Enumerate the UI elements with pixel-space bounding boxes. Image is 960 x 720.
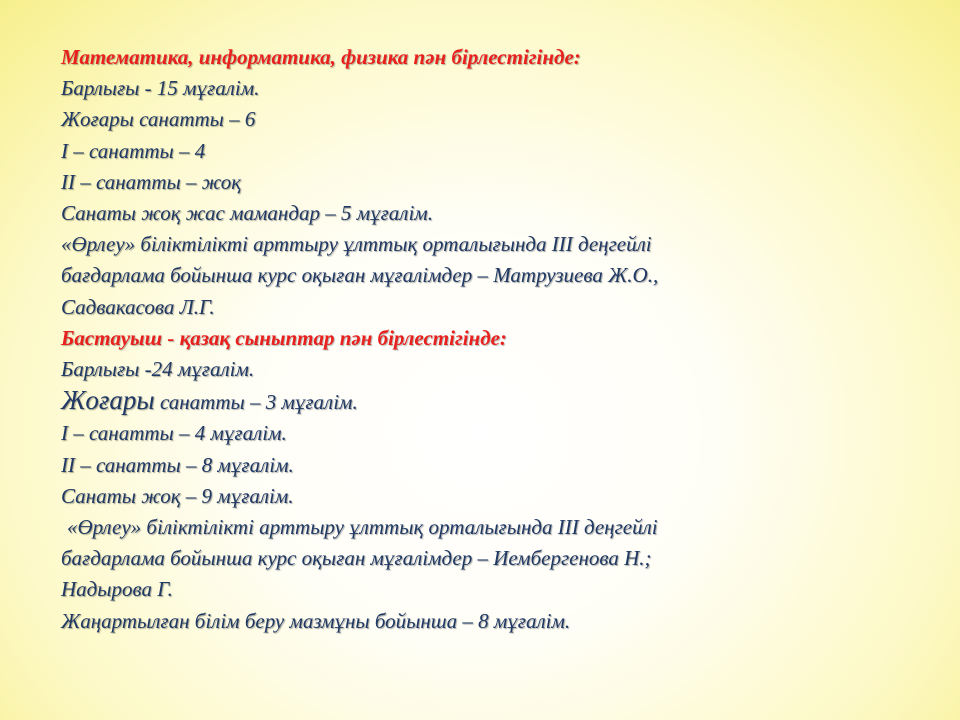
math-higher-category: Жоғары санатты – 6	[61, 107, 256, 132]
primary-higher-category-word: Жоғары	[61, 385, 155, 416]
math-orleu-course-line-2: бағдарлама бойынша курс оқыған мұғалімдер – Матрузиева Ж.О.,	[61, 263, 659, 288]
primary-first-category: І – санатты – 4 мұғалім.	[61, 421, 287, 446]
updated-content-teachers: Жаңартылған білім беру мазмұны бойынша – 8 мұғалім.	[61, 608, 571, 633]
math-total-teachers: Барлығы - 15 мұғалім.	[61, 76, 260, 101]
primary-no-category: Санаты жоқ – 9 мұғалім.	[61, 483, 294, 508]
primary-higher-category-rest: санатты – 3 мұғалім.	[154, 390, 358, 415]
primary-orleu-course-line-3: Надырова Г.	[61, 577, 173, 602]
primary-orleu-course-line-1-text: «Өрлеу» біліктілікті арттыру ұлттық орталығында ІІІ деңгейлі	[67, 515, 658, 540]
primary-higher-category	[61, 385, 941, 418]
math-no-category: Санаты жоқ жас мамандар – 5 мұғалім.	[61, 201, 433, 226]
primary-orleu-course-line-1	[61, 512, 941, 543]
section-heading-math: Математика, информатика, физика пән бірлестігінде:	[61, 45, 581, 69]
math-orleu-course-line-1: «Өрлеу» біліктілікті арттыру ұлттық орталығында ІІІ деңгейлі	[61, 232, 652, 257]
section-heading-primary: Бастауыш - қазақ сыныптар пән бірлестігінде:	[61, 325, 507, 350]
primary-second-category: ІІ – санатты – 8 мұғалім.	[61, 452, 294, 477]
math-second-category: ІІ – санатты – жоқ	[61, 169, 242, 194]
slide-text-block	[61, 42, 941, 637]
math-first-category: І – санатты – 4	[61, 138, 206, 163]
primary-total-teachers: Барлығы -24 мұғалім.	[61, 357, 255, 382]
primary-orleu-course-line-2: бағдарлама бойынша курс оқыған мұғалімдер – Иембергенова Н.;	[61, 546, 652, 571]
math-orleu-course-line-3: Садвакасова Л.Г.	[61, 294, 215, 319]
